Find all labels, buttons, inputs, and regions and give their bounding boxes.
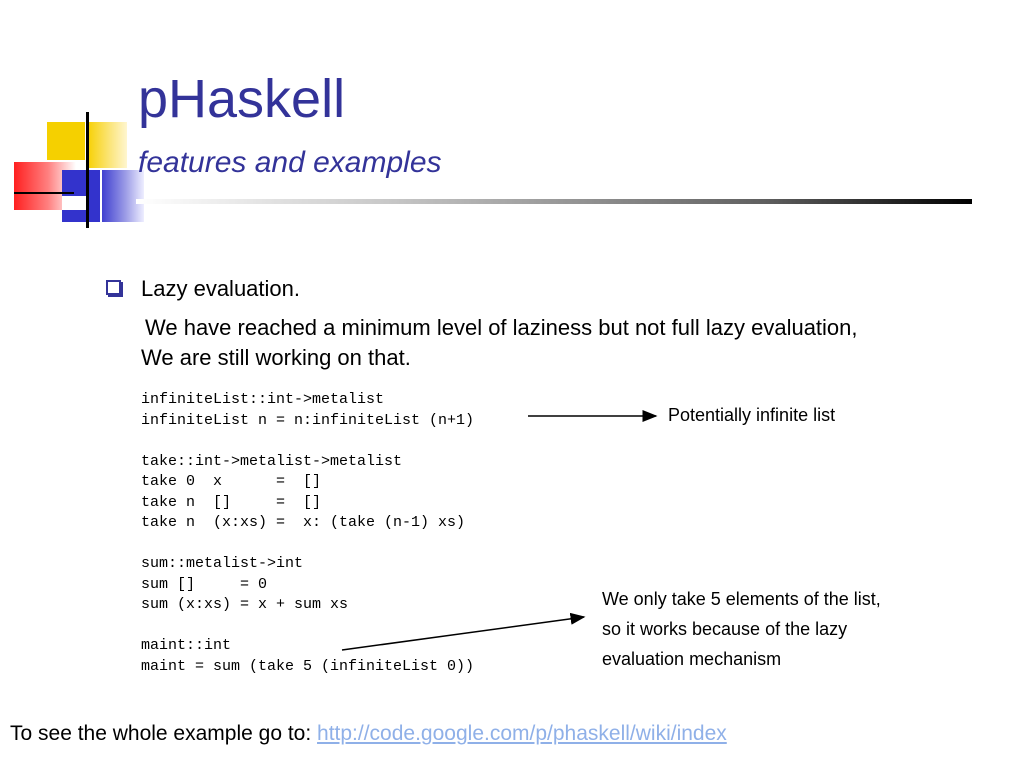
slide-subtitle: features and examples [138, 146, 442, 179]
slide-title: pHaskell [138, 69, 346, 129]
code-line: maint = sum (take 5 (infiniteList 0)) [141, 657, 475, 675]
paragraph-line-1: We have reached a minimum level of laziness but not full lazy evaluation, [145, 315, 858, 340]
code-line: take 0 x = [] [141, 473, 322, 490]
code-line: take n (x:xs) = x: (take (n-1) xs) [141, 514, 466, 531]
code-line: infiniteList n = n:infiniteList (n+1) [141, 411, 475, 429]
arrow-to-note-lazy [342, 617, 584, 650]
code-line: take::int->metalist->metalist [141, 452, 403, 470]
note-line: We only take 5 elements of the list, [602, 589, 881, 609]
note-line: evaluation mechanism [602, 649, 782, 669]
code-line: sum [] = 0 [141, 575, 268, 593]
code-line: infiniteList::int->metalist [141, 391, 385, 408]
note-line: so it works because of the lazy [602, 619, 848, 639]
code-line: sum (x:xs) = x + sum xs [141, 596, 349, 613]
code-line: sum::metalist->int [141, 555, 304, 572]
note-infinite-list: Potentially infinite list [668, 405, 836, 425]
bullet-text: Lazy evaluation. [141, 276, 300, 301]
footer-link[interactable]: http://code.google.com/p/phaskell/wiki/index [317, 722, 727, 745]
code-line: take n [] = [] [141, 493, 322, 511]
footer [10, 722, 727, 746]
code-line: maint::int [141, 637, 232, 654]
paragraph-line-2: We are still working on that. [141, 345, 411, 370]
footer-text: To see the whole example go to: [10, 722, 318, 745]
